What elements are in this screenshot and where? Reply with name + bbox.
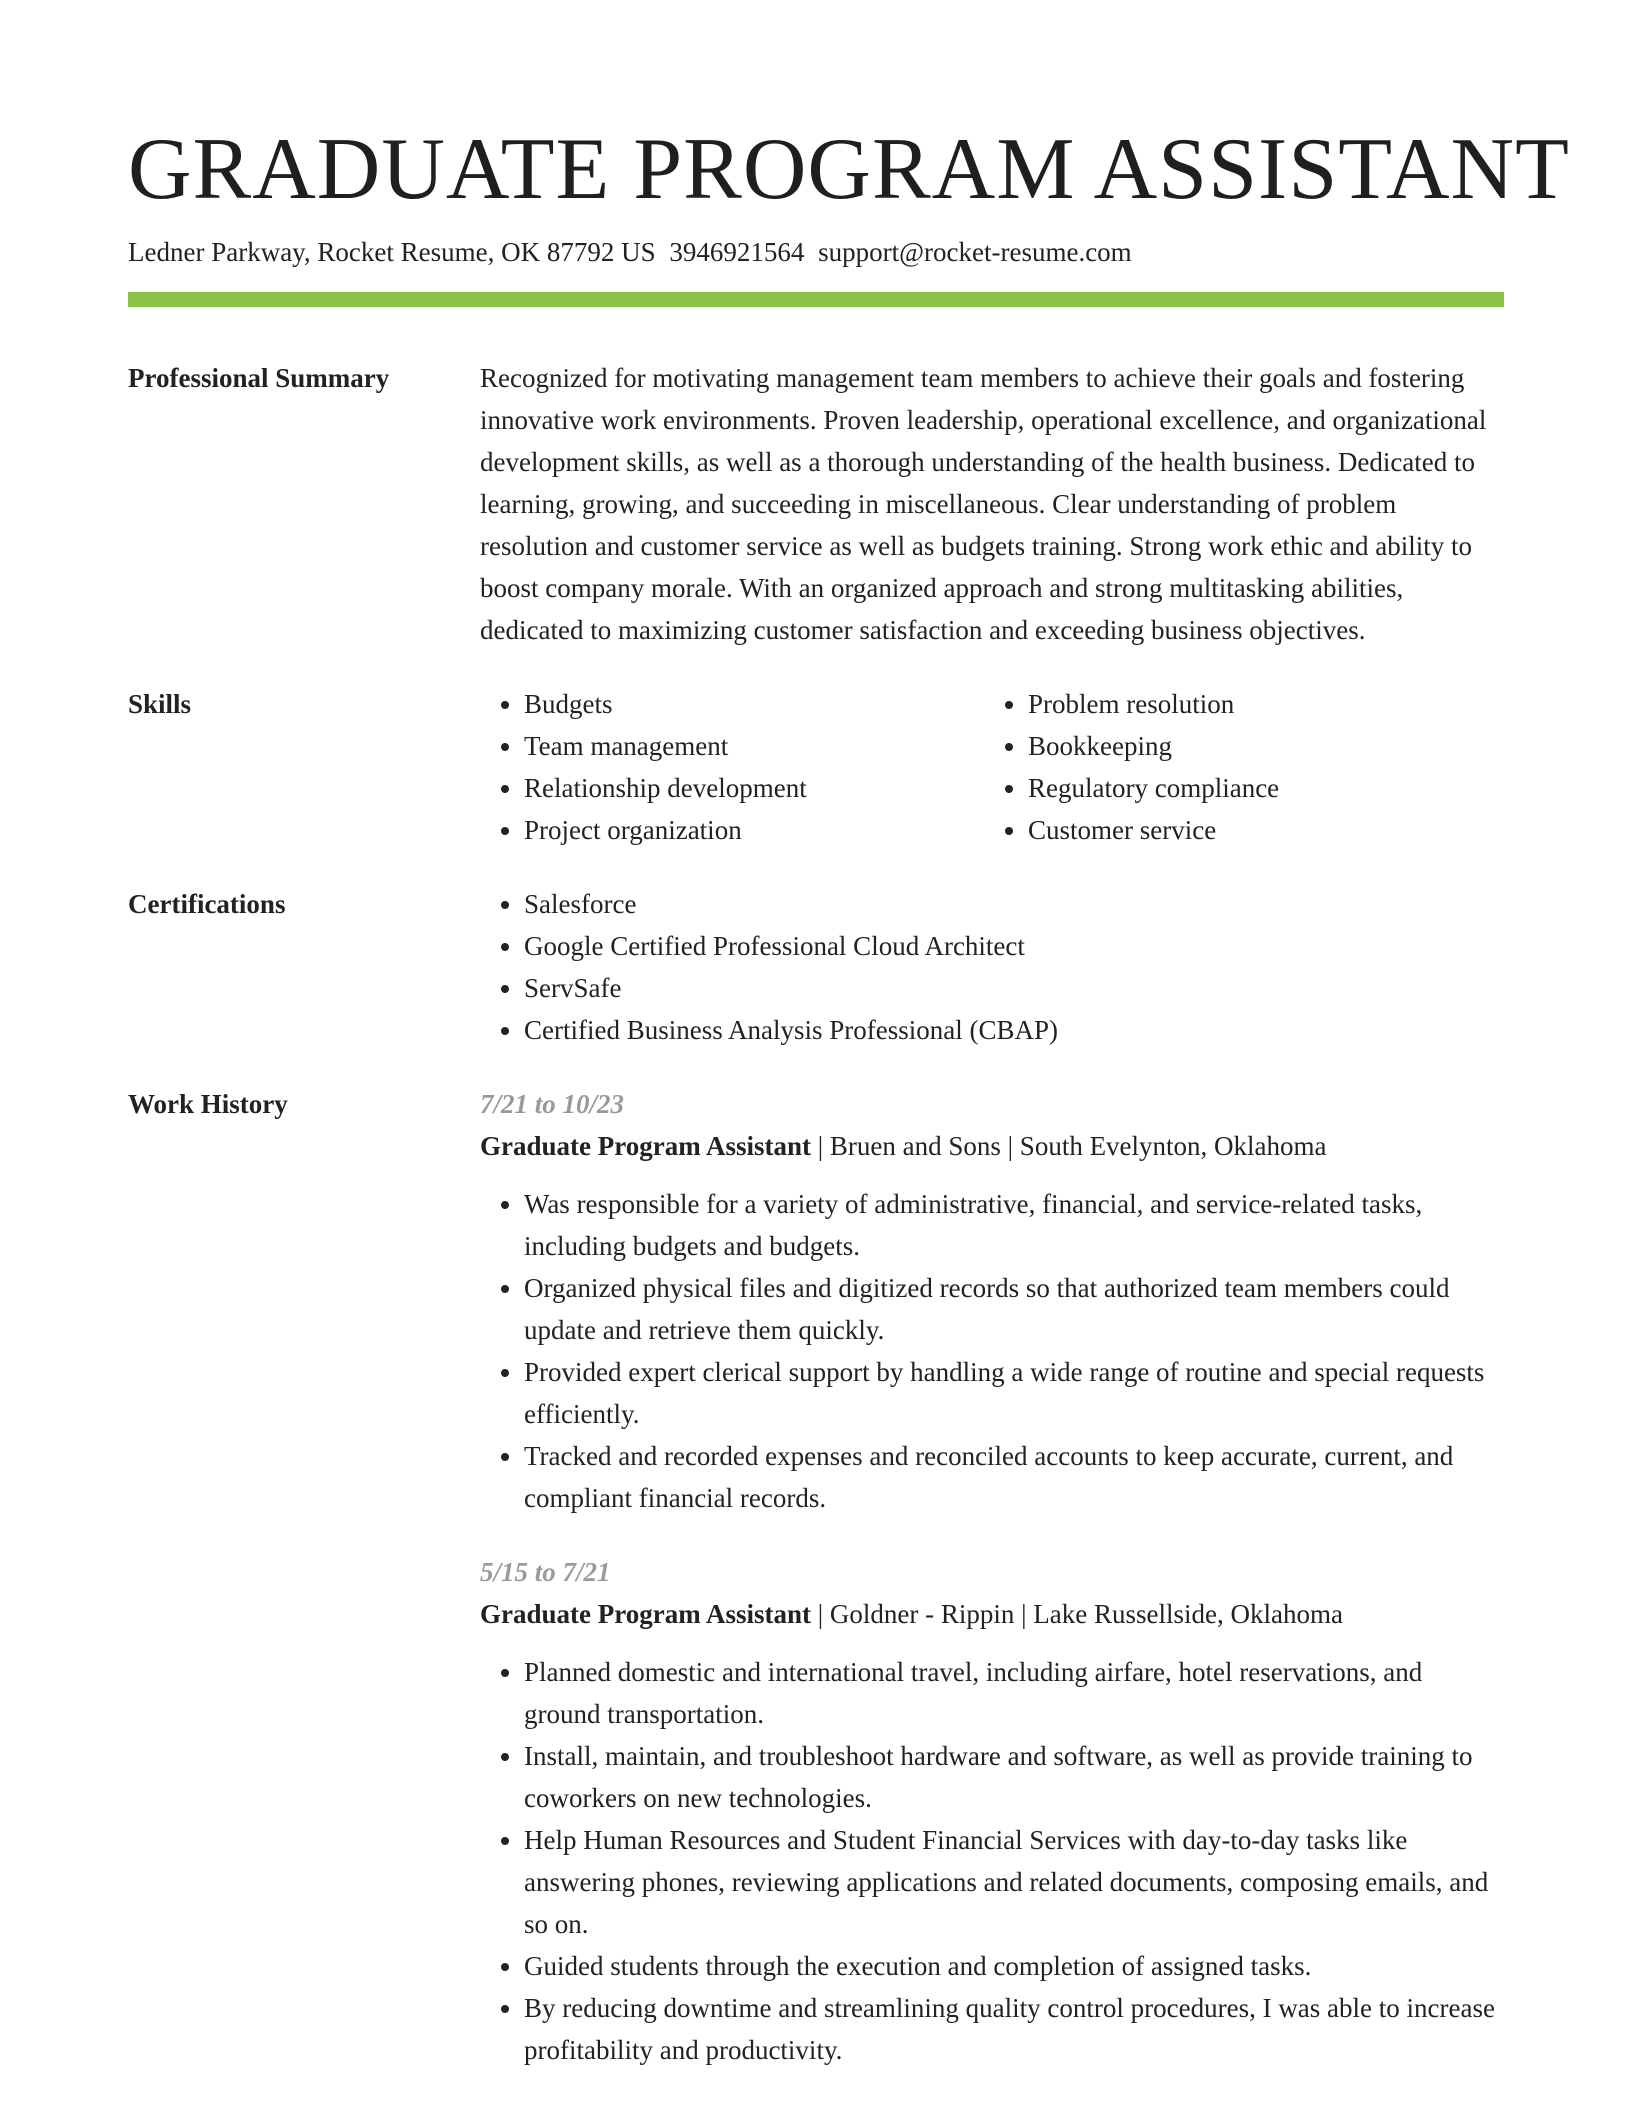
skill-item: • Regulatory compliance	[1028, 767, 1488, 809]
job-bullet: • Provided expert clerical support by handling a wide range of routine and special requests efficiently.	[524, 1351, 1504, 1435]
work-history-list	[480, 1083, 1504, 2071]
section-label: Certifications	[128, 889, 286, 919]
job-details: | Goldner - Rippin | Lake Russellside, Oklahoma	[811, 1599, 1343, 1629]
certifications-section	[128, 883, 1504, 1051]
job-bullet: • Help Human Resources and Student Financial Services with day-to-day tasks like answering phones, reviewing applications and related documents, composing emails, and so on.	[524, 1819, 1504, 1945]
email: support@rocket-resume.com	[818, 237, 1132, 267]
skill-item: • Budgets	[524, 683, 984, 725]
summary-text: Recognized for motivating management team members to achieve their goals and fostering innovative work environments. Proven leadership, operational excellence, and organizational development skills, as well as a thorough understanding of the health business. Dedicated to learning, growing, and succeeding in miscellaneous. Clear understanding of problem resolution and customer service as well as budgets training. Strong work ethic and ability to boost company morale. With an organized approach and strong multitasking abilities, dedicated to maximizing customer satisfaction and exceeding business objectives.	[480, 363, 1487, 645]
job-bullet: • Install, maintain, and troubleshoot hardware and software, as well as provide training to coworkers on new technologies.	[524, 1735, 1504, 1819]
job-bullet: • By reducing downtime and streamlining quality control procedures, I was able to increase profitability and productivity.	[524, 1987, 1504, 2071]
skills-column-2	[984, 683, 1488, 851]
skills-list	[480, 683, 1504, 851]
job-title: Graduate Program Assistant	[480, 1131, 811, 1161]
certification-item: • Certified Business Analysis Professional (CBAP)	[524, 1009, 1504, 1051]
skill-item: • Project organization	[524, 809, 984, 851]
job-heading	[480, 1125, 1504, 1167]
job-dates: 7/21 to 10/23	[480, 1089, 625, 1119]
job-bullet: • Guided students through the execution and completion of assigned tasks.	[524, 1945, 1504, 1987]
skill-item: • Relationship development	[524, 767, 984, 809]
skill-item: • Team management	[524, 725, 984, 767]
skills-column-1	[480, 683, 984, 851]
skill-item: • Bookkeeping	[1028, 725, 1488, 767]
job-bullets	[480, 1183, 1504, 1519]
professional-summary-section	[128, 357, 1504, 651]
job-dates: 5/15 to 7/21	[480, 1557, 611, 1587]
contact-line	[128, 234, 1504, 270]
job-bullet: • Tracked and recorded expenses and reconciled accounts to keep accurate, current, and compliant financial records.	[524, 1435, 1504, 1519]
section-label: Professional Summary	[128, 363, 390, 393]
certification-item: • Google Certified Professional Cloud Architect	[524, 925, 1504, 967]
job-entry	[480, 1551, 1504, 2071]
address: Ledner Parkway, Rocket Resume, OK 87792 US	[128, 237, 656, 267]
candidate-name: GRADUATE PROGRAM ASSISTANT	[128, 121, 1570, 218]
job-details: | Bruen and Sons | South Evelynton, Oklahoma	[811, 1131, 1327, 1161]
job-bullets	[480, 1651, 1504, 2071]
job-bullet: • Was responsible for a variety of administrative, financial, and service-related tasks, including budgets and budgets.	[524, 1183, 1504, 1267]
job-title: Graduate Program Assistant	[480, 1599, 811, 1629]
section-label: Work History	[128, 1089, 288, 1119]
job-heading	[480, 1593, 1504, 1635]
job-bullet: • Planned domestic and international travel, including airfare, hotel reservations, and ground transportation.	[524, 1651, 1504, 1735]
job-entry	[480, 1083, 1504, 1519]
skill-item: • Customer service	[1028, 809, 1488, 851]
work-history-section	[128, 1083, 1504, 2071]
certification-item: • ServSafe	[524, 967, 1504, 1009]
skills-section	[128, 683, 1504, 851]
certification-item: • Salesforce	[524, 883, 1504, 925]
phone: 3946921564	[669, 237, 805, 267]
job-bullet: • Organized physical files and digitized records so that authorized team members could update and retrieve them quickly.	[524, 1267, 1504, 1351]
skill-item: • Problem resolution	[1028, 683, 1488, 725]
section-label: Skills	[128, 689, 192, 719]
accent-divider	[128, 292, 1504, 307]
certifications-list	[480, 883, 1504, 1051]
